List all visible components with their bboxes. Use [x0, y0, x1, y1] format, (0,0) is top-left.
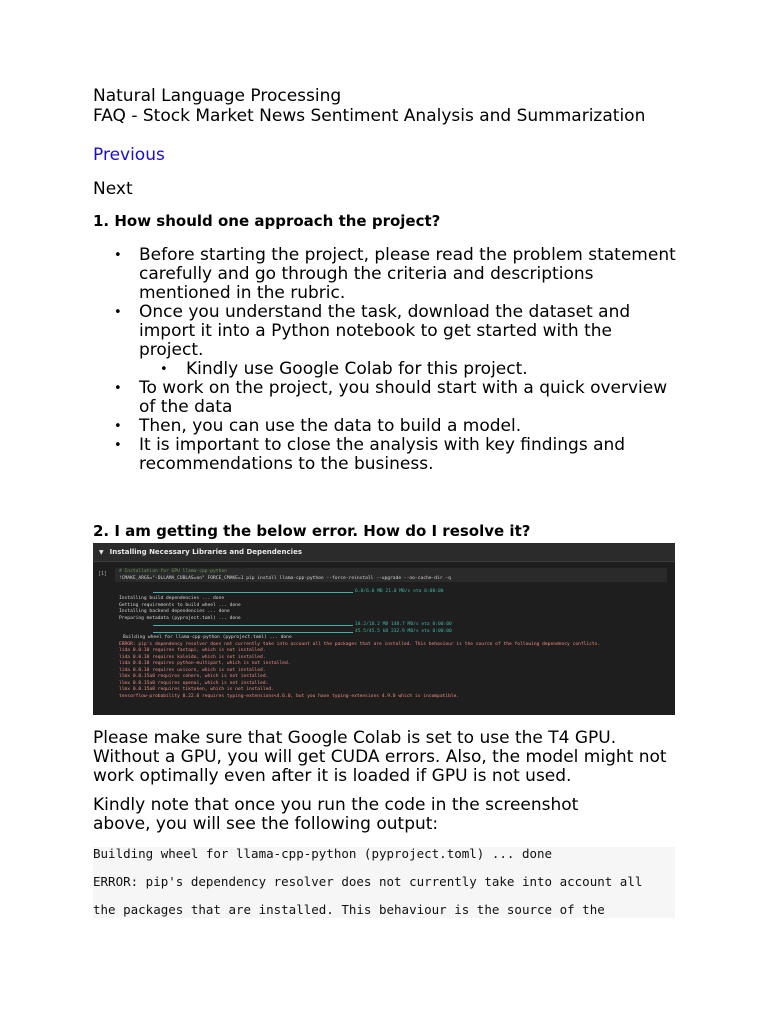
answer-section [93, 729, 683, 834]
previous-link[interactable]: Previous [93, 145, 165, 165]
terminal-line: lida 0.0.10 requires uvicorn, which is not installed. [119, 667, 266, 673]
list-item: • Kindly use Google Colab for this project. [139, 360, 678, 379]
progress-bar [153, 632, 353, 633]
terminal-line: Installing backend dependencies ... done [119, 609, 230, 614]
terminal-line: lida 0.0.10 requires python-multipart, which is not installed. [119, 661, 291, 666]
list-item-text: Once you understand the task, download the dataset and import it into a Python notebook to get started with the project. [139, 302, 631, 360]
chevron-down-icon: ▼ [99, 549, 104, 556]
faq-page [93, 86, 678, 540]
error-screenshot [93, 543, 675, 715]
terminal-line: 6.8/6.8 MB 21.0 MB/s eta 0:00:00 [355, 589, 444, 594]
terminal-line: !CMAKE_ARGS="-DLLAMA_CUBLAS=on" FORCE_CMAKE=1 pip install llama-cpp-python --force-reinstall --upgrade --no-cache-dir -q [119, 575, 451, 581]
terminal-line: Getting requirements to build wheel ... done [119, 602, 241, 608]
answer-text: Please make sure that Google Colab is set to use the T4 GPU. Without a GPU, you will get CUDA errors. Also, the model might not work optimally even after it is loaded if GPU is not used. [93, 728, 667, 786]
list-item: • Before starting the project, please read the problem statement carefully and go through the criteria and descriptions mentioned in the rubric. [93, 246, 678, 303]
terminal-line: llmx 0.0.15a0 requires cohere, which is not installed. [119, 674, 269, 679]
progress-bar [153, 625, 353, 626]
note-text: Kindly note that once you run the code in the screenshot above, you will see the following output: [93, 795, 579, 834]
progress-bar [153, 592, 353, 593]
sub-list [139, 360, 678, 379]
terminal-line: Installing build dependencies ... done [119, 596, 225, 601]
list-item: • Then, you can use the data to build a model. [93, 417, 678, 436]
code-line: the packages that are installed. This behaviour is the source of the [93, 903, 605, 917]
code-line: ERROR: pip's dependency resolver does not currently take into account all [93, 875, 643, 889]
terminal-line: # Installation for GPU llama-cpp-python [119, 569, 227, 574]
question-1: 1. How should one approach the project? [93, 212, 441, 230]
section-header-label: Installing Necessary Libraries and Dependencies [109, 548, 302, 556]
output-code-block [93, 847, 675, 918]
cell-number: [1] [98, 571, 108, 577]
terminal-line: Building wheel for llama-cpp-python (pyproject.toml) ... done [123, 635, 292, 640]
list-item [93, 303, 678, 379]
terminal-line: tensorflow-probability 0.22.0 requires typing-extensions<4.6.0, but you have typing-extensions 4.9.0 which is incompatible. [119, 693, 460, 699]
question-2: 2. I am getting the below error. How do I resolve it? [93, 522, 531, 540]
terminal-line: Preparing metadata (pyproject.toml) ... done [119, 615, 241, 621]
terminal-line: llmx 0.0.15a0 requires tiktoken, which is not installed. [119, 687, 274, 692]
next-link[interactable]: Next [93, 179, 133, 199]
terminal-line: llmx 0.0.15a0 requires openai, which is not installed. [119, 680, 269, 686]
list-item: • It is important to close the analysis with key findings and recommendations to the business. [93, 436, 678, 474]
faq-title [93, 106, 678, 126]
notebook-section-header [93, 543, 675, 562]
terminal-line: 18.2/18.2 MB 148.7 MB/s eta 0:00:00 [355, 622, 452, 627]
terminal-line: ERROR: pip's dependency resolver does not currently take into account all the packages that are installed. This behaviour is the source of the following dependency conflicts. [119, 641, 601, 647]
terminal-line: lida 0.0.10 requires kaleido, which is not installed. [119, 654, 266, 660]
terminal-line: lida 0.0.10 requires fastapi, which is not installed. [119, 648, 266, 653]
approach-list [93, 246, 678, 474]
faq-topic: Stock Market News Sentiment Analysis and Summarization [142, 106, 646, 126]
faq-prefix: FAQ - [93, 106, 143, 126]
terminal-line: 45.5/45.5 kB 232.9 MB/s eta 0:00:00 [355, 628, 452, 634]
list-item: • To work on the project, you should start with a quick overview of the data [93, 379, 678, 417]
course-title: Natural Language Processing [93, 86, 342, 106]
code-line: Building wheel for llama-cpp-python (pyproject.toml) ... done [93, 847, 553, 861]
